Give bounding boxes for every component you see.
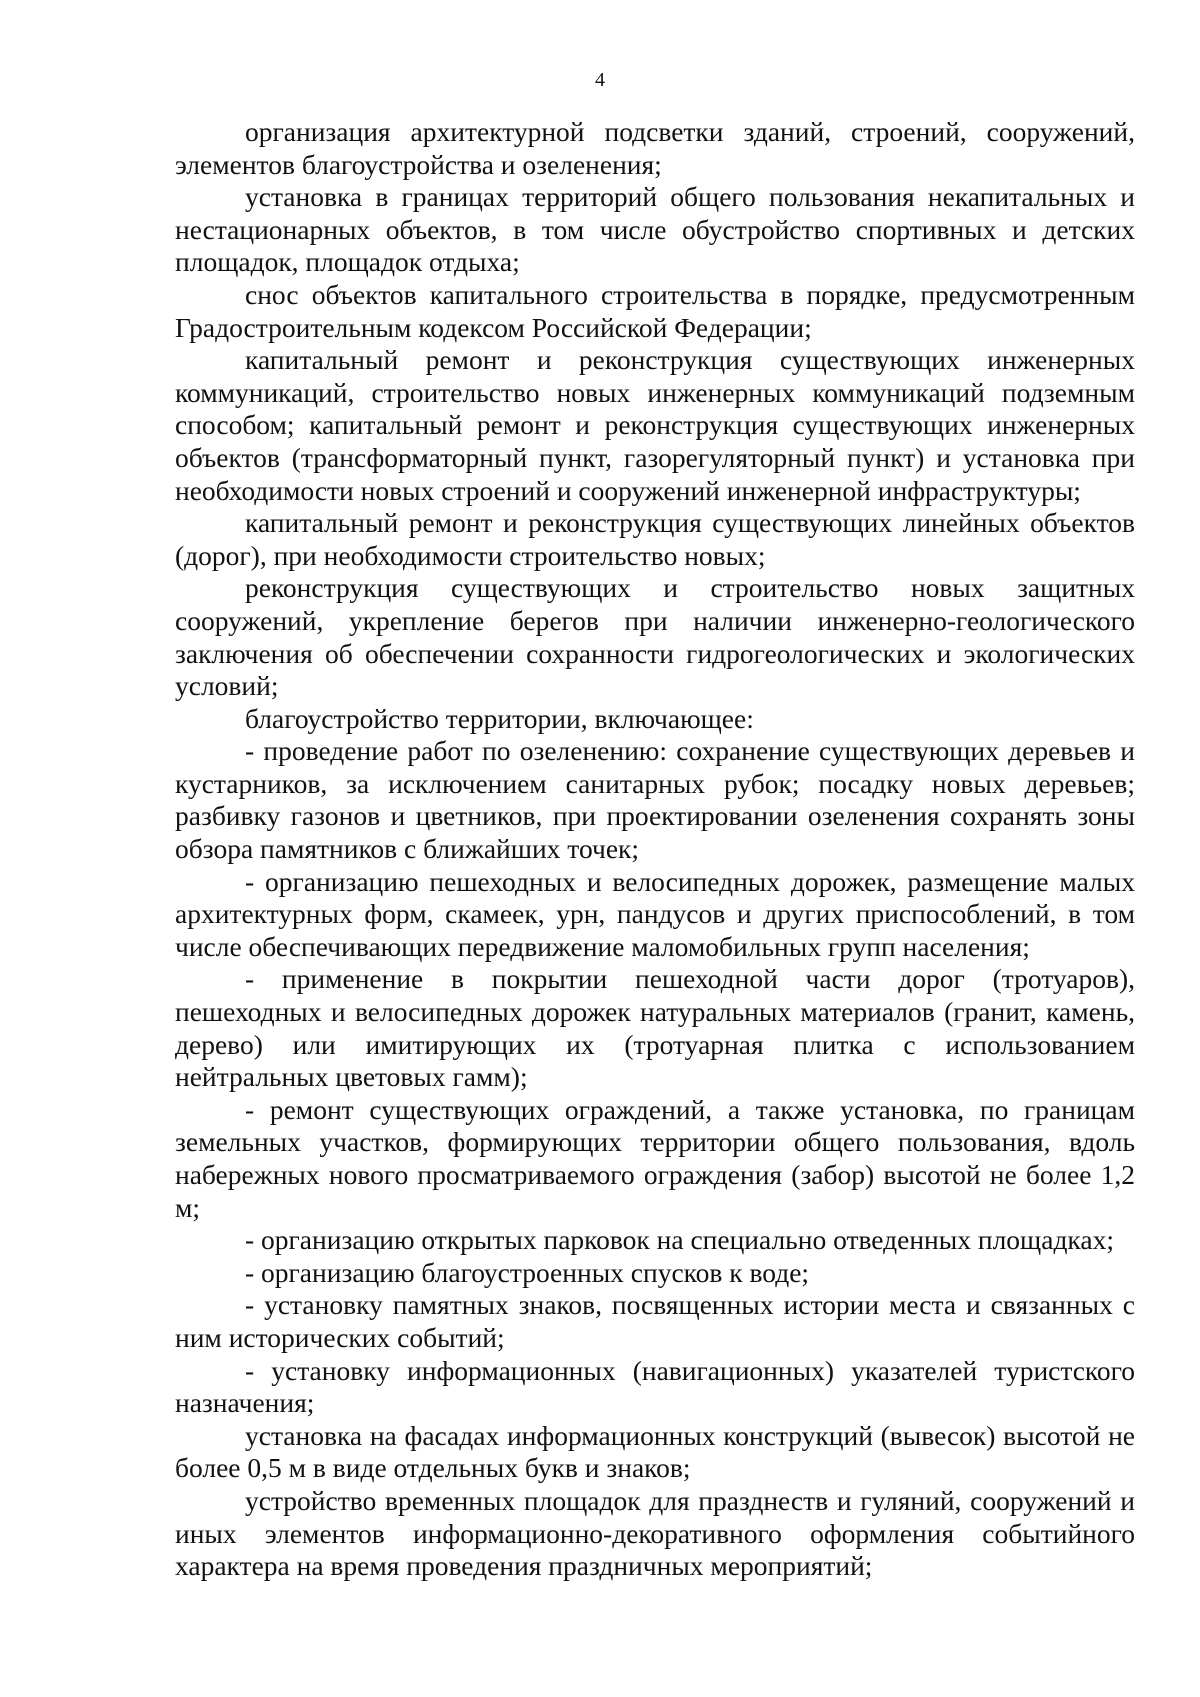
list-item-parking: - организацию открытых парковок на специально отведенных площадках; [245,1224,1114,1256]
list-item-fences: - ремонт существующих ограждений, а также установка, по границам земельных участков, формирующих территории общего пользования, вдоль набережных нового просматриваемого ограждения (забор) высотой не более 1,2 м; [175,1093,1135,1223]
paragraph-festive-sites: устройство временных площадок для празднеств и гуляний, сооружений и иных элементов информационно-декоративного оформления событийного характера на время проведения праздничных мероприятий; [175,1484,1135,1582]
page-number: 4 [595,69,605,91]
paragraph-protective-structures: реконструкция существующих и строительство новых защитных сооружений, укрепление берегов при наличии инженерно-геологического заключения об обеспечении сохранности гидрогеологических и экологических условий; [175,572,1135,702]
paragraph-engineering-communications: капитальный ремонт и реконструкция существующих инженерных коммуникаций, строительство новых инженерных коммуникаций подземным способом; капитальный ремонт и реконструкция существующих инженерных объектов (трансформаторный пункт, газорегуляторный пункт) и установка при необходимости новых строений и сооружений инженерной инфраструктуры; [175,344,1135,506]
paragraph-lighting: организация архитектурной подсветки зданий, строений, сооружений, элементов благоустройства и озеленения; [175,116,1135,180]
paragraph-roads: капитальный ремонт и реконструкция существующих линейных объектов (дорог), при необходимости строительство новых; [175,507,1135,571]
list-item-greening: - проведение работ по озеленению: сохранение существующих деревьев и кустарников, за исключением санитарных рубок; посадку новых деревьев; разбивку газонов и цветников, при проектировании озеленения сохранять зоны обзора памятников с ближайших точек; [175,735,1135,865]
document-body [175,116,1135,1583]
paragraph-demolition: снос объектов капитального строительства в порядке, предусмотренным Градостроительным кодексом Российской Федерации; [175,278,1135,343]
list-item-paving: - применение в покрытии пешеходной части дорог (тротуаров), пешеходных и велосипедных дорожек натуральных материалов (гранит, камень, дерево) или имитирующих их (тротуарная плитка с использованием нейтральных цветовых гамм); [175,963,1135,1093]
paragraph-temporary-objects: установка в границах территорий общего пользования некапитальных и нестационарных объектов, в том числе обустройство спортивных и детских площадок, площадок отдыха; [175,181,1135,278]
list-item-paths: - организацию пешеходных и велосипедных дорожек, размещение малых архитектурных форм, скамеек, урн, пандусов и других приспособлений, в том числе обеспечивающих передвижение маломобильных групп населения; [175,865,1135,962]
paragraph-improvement-intro: благоустройство территории, включающее: [245,702,754,734]
list-item-memorial-signs: - установку памятных знаков, посвященных истории места и связанных с ним исторических событий; [175,1289,1135,1353]
paragraph-facade-signage: установка на фасадах информационных конструкций (вывесок) высотой не более 0,5 м в виде отдельных букв и знаков; [175,1419,1135,1484]
list-item-tourist-signs: - установку информационных (навигационных) указателей туристского назначения; [175,1354,1135,1419]
list-item-water-access: - организацию благоустроенных спусков к воде; [245,1256,810,1288]
